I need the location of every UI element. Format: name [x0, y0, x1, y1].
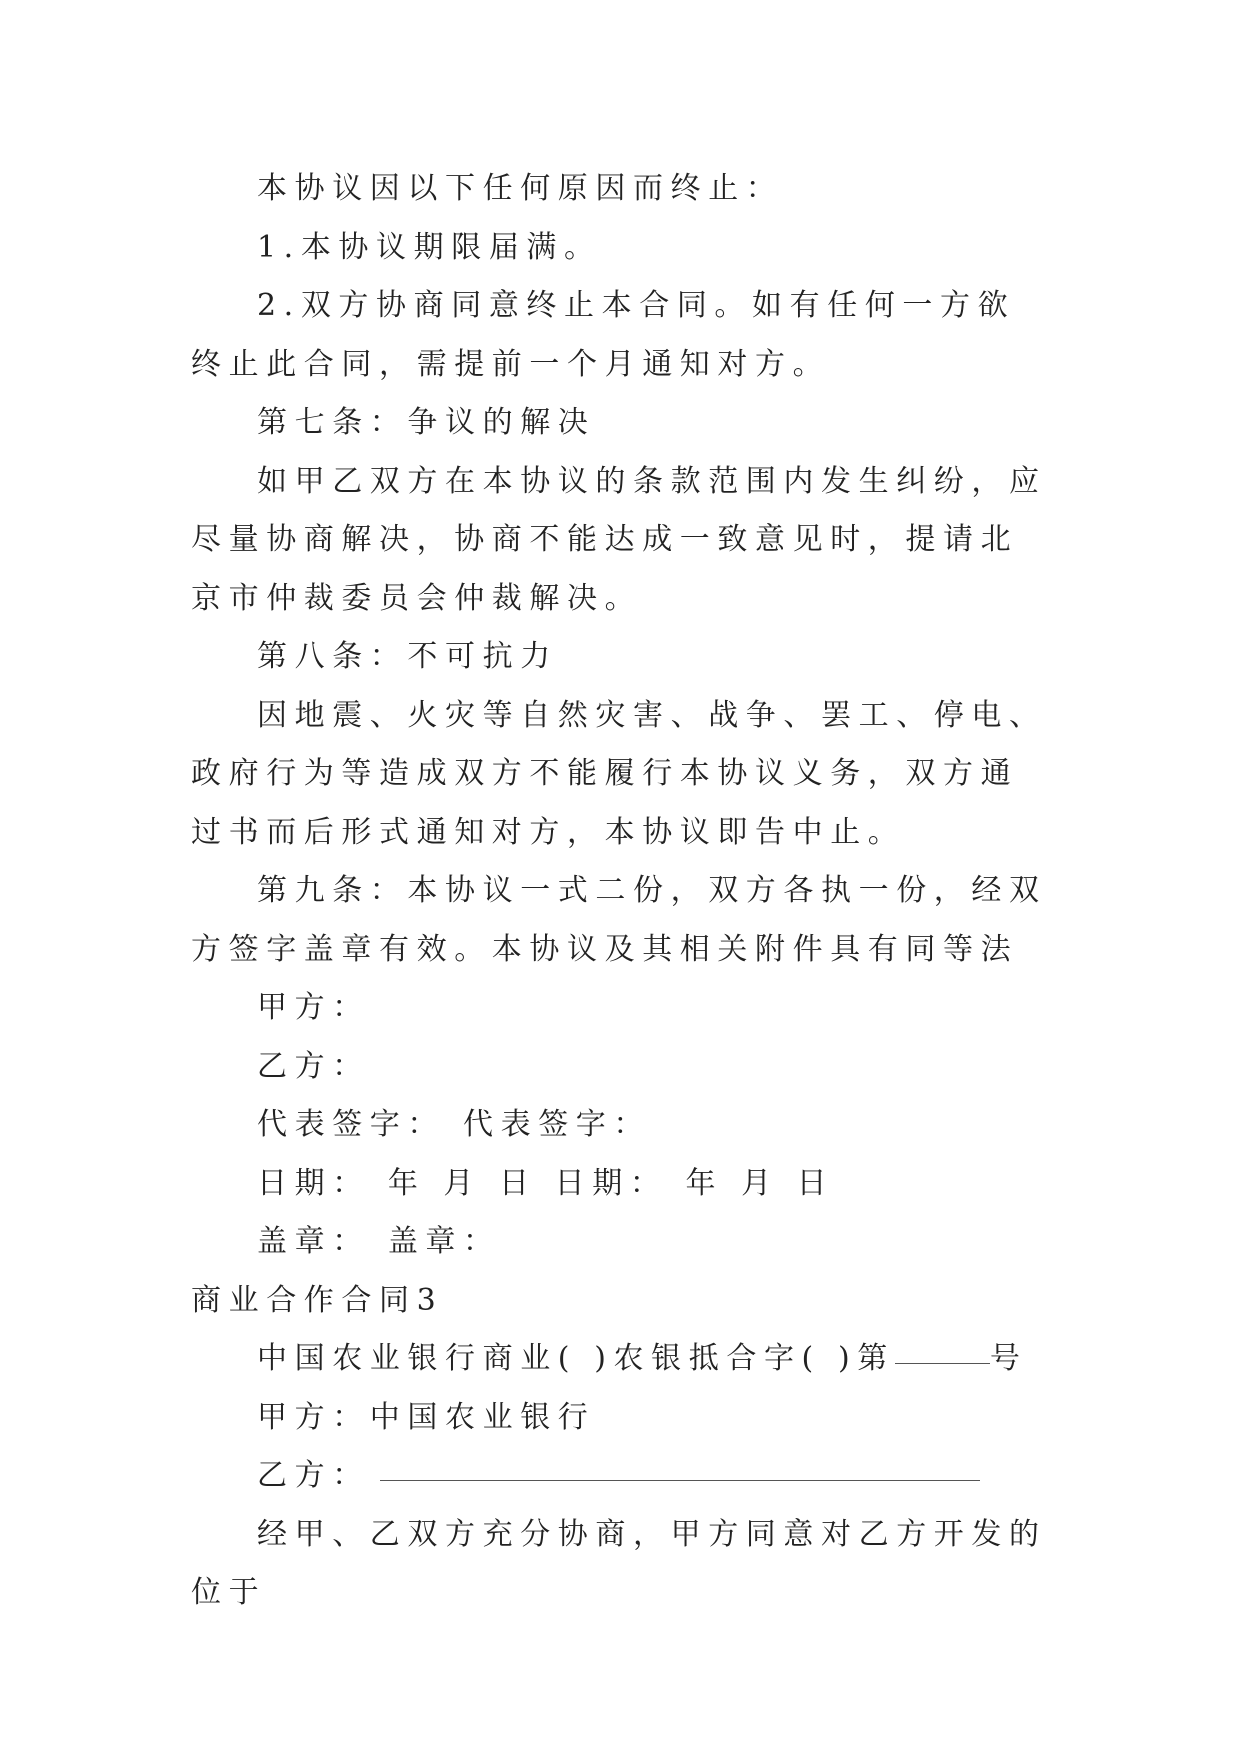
paragraph-termination-item-1: 1.本协议期限届满。 — [257, 229, 602, 265]
rep-signature-label-a: 代表签字： — [257, 1107, 445, 1142]
contract-number-line — [191, 1330, 1051, 1389]
paragraph-termination-intro: 本协议因以下任何原因而终止： — [257, 171, 784, 206]
date-day-b: 日 — [796, 1165, 835, 1201]
section-title: 商业合作合同3 — [191, 1282, 444, 1318]
date-month-b: 月 — [741, 1165, 779, 1201]
paragraph-termination-item-2: 2.双方协商同意终止本合同。如有任何一方欲终止此合同，需提前一个月通知对方。 — [191, 288, 1016, 382]
date-year-a: 年 — [387, 1165, 426, 1201]
contract-number-prefix: 中国农业银行商业( )农银抵合字( )第 — [257, 1341, 895, 1376]
signature-rep-line — [191, 1096, 1051, 1155]
paragraph-agreement-start: 经甲、乙双方充分协商，甲方同意对乙方开发的位于 — [191, 1516, 1047, 1610]
paragraph-article-9: 第九条：本协议一式二份，双方各执一份，经双方签字盖章有效。本协议及其相关附件具有同等法 — [191, 873, 1047, 967]
date-label-a: 日期： — [257, 1165, 370, 1201]
signature-seal-line — [191, 1213, 1051, 1272]
party-b-blank — [380, 1479, 980, 1481]
signature-date-line — [191, 1155, 1051, 1214]
date-label-b: 日期： — [554, 1165, 668, 1201]
contract-number-blank — [895, 1362, 990, 1364]
seal-label-a: 盖章： — [257, 1224, 370, 1259]
document-body — [191, 160, 1051, 1623]
party-b-line — [191, 1447, 1051, 1506]
party-a-label: 甲方： — [257, 990, 370, 1025]
paragraph-dispute-resolution: 如甲乙双方在本协议的条款范围内发生纠纷，应尽量协商解决，协商不能达成一致意见时，提请北京市仲裁委员会仲裁解决。 — [191, 463, 1047, 616]
heading-article-8: 第八条：不可抗力 — [257, 639, 558, 674]
date-month-a: 月 — [443, 1165, 482, 1201]
seal-label-b: 盖章： — [387, 1224, 501, 1259]
date-year-b: 年 — [685, 1165, 724, 1201]
contract-number-suffix: 号 — [989, 1341, 1028, 1376]
rep-signature-label-b: 代表签字： — [463, 1107, 651, 1142]
party-b-label: 乙方： — [257, 1048, 370, 1084]
heading-article-7: 第七条：争议的解决 — [257, 405, 596, 440]
party-a-line: 甲方：中国农业银行 — [257, 1399, 596, 1435]
paragraph-force-majeure: 因地震、火灾等自然灾害、战争、罢工、停电、政府行为等造成双方不能履行本协议义务，双方通过书而后形式通知对方，本协议即告中止。 — [191, 697, 1047, 850]
party-b-line-label: 乙方： — [257, 1458, 370, 1493]
date-day-a: 日 — [499, 1165, 537, 1201]
